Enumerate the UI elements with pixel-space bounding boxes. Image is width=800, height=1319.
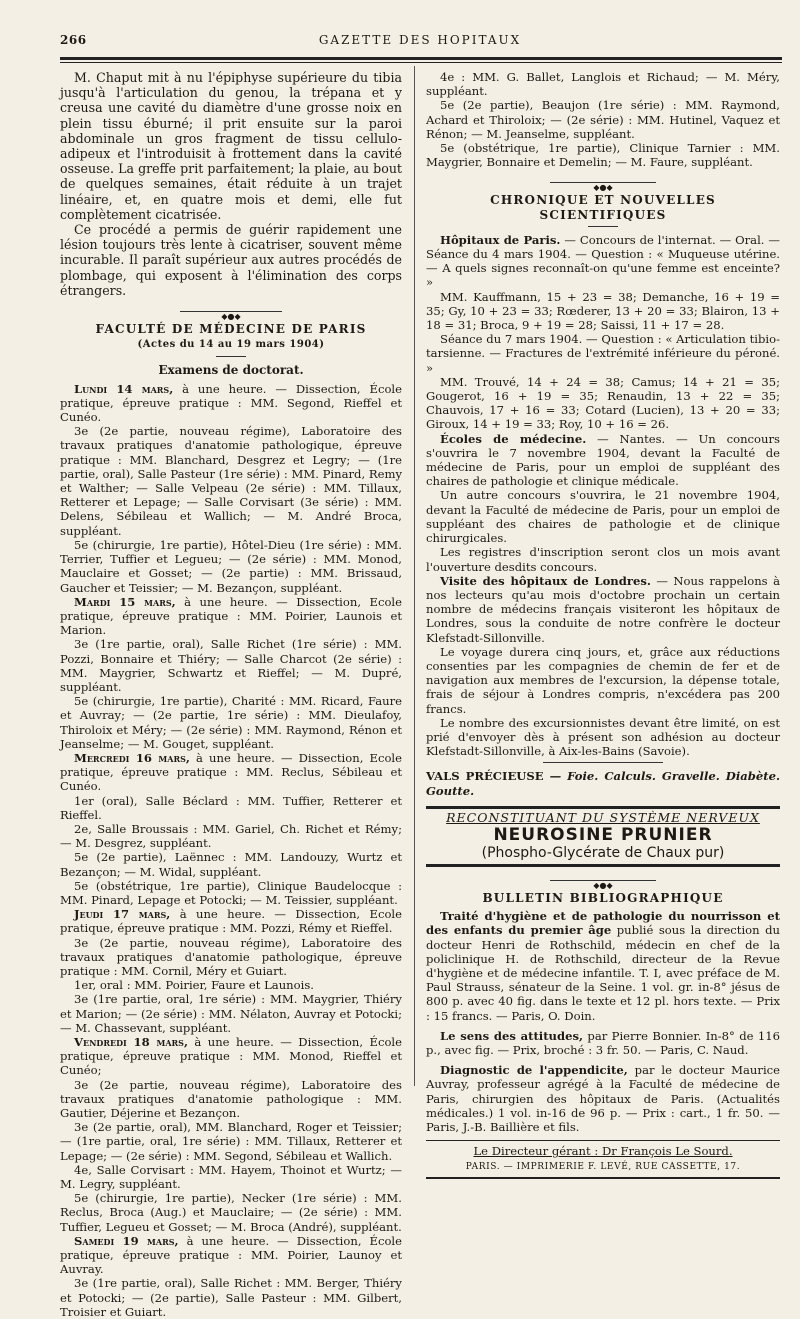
intro-paragraph: Ce procédé a permis de guérir rapidement une lésion toujours très lente à cicatriser, souvent même incurable. Il paraît supérieur aux autres procédés de plombage, qui exposent à l'élimination des corps étrangers. (60, 222, 402, 298)
short-rule (588, 226, 618, 227)
exam-entry: 4e : MM. G. Ballet, Langlois et Richaud; — M. Méry, suppléant. (426, 70, 780, 99)
journal-title: GAZETTE DES HOPITAUX (318, 33, 522, 47)
advert-line2: NEUROSINE PRUNIER (493, 824, 713, 845)
exam-entry (60, 907, 402, 935)
exam-day: Mardi 15 mars, (74, 594, 176, 609)
exam-entry (60, 1276, 402, 1319)
exam-entry (60, 424, 402, 538)
left-column (60, 70, 402, 1319)
exam-entry (60, 1035, 402, 1078)
bulletin-lead: Diagnostic de l'appendicite, (440, 1063, 628, 1078)
chronique-lead: Écoles de médecine. (440, 431, 587, 446)
exam-entry (60, 382, 402, 425)
exam-entry (60, 751, 402, 794)
bulletin-lead: Traité d'hygiène et de pathologie du nourrisson et des enfants du premier âge (426, 909, 780, 938)
header-rule-thin (60, 62, 782, 63)
exam-entry: 5e (obstétrique, 1re partie), Clinique Tarnier : MM. Maygrier, Bonnaire et Demelin; — M. Faure, suppléant. (426, 141, 780, 170)
short-rule (216, 356, 246, 357)
chronique-lead: Hôpitaux de Paris. (440, 232, 561, 247)
bulletin-item (426, 1029, 780, 1057)
vals-lead: VALS PRÉCIEUSE (426, 769, 544, 784)
exam-day: Samedi 19 mars, (74, 1233, 179, 1248)
exam-text: 5e (2e partie), Laënnec : MM. Landouzy, Wurtz et Bezançon; — M. Widal, suppléant. (60, 850, 402, 879)
exam-text: à une heure. — Dissection, Ecole pratique, épreuve pratique : MM. Poirier, Launois et Marion. (60, 594, 402, 638)
exam-text: 3e (2e partie, oral), MM. Blanchard, Roger et Teissier; — (1re partie, oral, 1re série) : MM. Tillaux, Retterer et Lepage; — (2e série) : MM. Segond, Sébileau et Wallich. (60, 1120, 402, 1163)
exam-text: 3e (2e partie, nouveau régime), Laboratoire des travaux pratiques d'anatomie pathologique, épreuve pratique : MM. Cornil, Méry et Guiart. (60, 935, 402, 978)
chronique-item (426, 716, 780, 759)
chronique-text: Séance du 7 mars 1904. — Question : « Articulation tibio-tarsienne. — Fractures de l'extrémité inférieure du péroné. » (426, 332, 780, 375)
exam-entry: 5e (2e partie), Beaujon (1re série) : MM. Raymond, Achard et Thiroloix; — (2e série) : MM. Hutinel, Vaquez et Rénon; — M. Jeanselme, suppléant. (426, 98, 780, 141)
exam-entry (60, 1163, 402, 1191)
separator-ornament: ◆●◆ (60, 308, 402, 314)
exam-entry (60, 1078, 402, 1121)
chronique-item (426, 545, 780, 573)
exam-text: à une heure. — Dissection, École pratique, épreuve pratique : MM. Monod, Rieffel et Cunéo; (60, 1035, 402, 1078)
chronique-items (426, 233, 780, 759)
chronique-text: — Concours de l'internat. — Oral. — Séance du 4 mars 1904. — Question : « Muqueuse utérine. — A quels signes reconnaît-on qu'une femme est enceinte? » (426, 232, 780, 290)
exam-entry (60, 822, 402, 850)
exam-text: 3e (2e partie, nouveau régime), Laboratoire des travaux pratiques d'anatomie pathologique : MM. Gautier, Déjerine et Bezançon. (60, 1077, 402, 1121)
page-number: 266 (60, 33, 87, 47)
exam-entry (60, 595, 402, 638)
exams-title: Examens de doctorat. (158, 363, 304, 378)
section-title-bulletin: BULLETIN BIBLIOGRAPHIQUE (482, 890, 724, 905)
exam-text: 5e (obstétrique, 1re partie), Clinique Baudelocque : MM. Pinard, Lepage et Potocki; — M. Teissier, suppléant. (60, 878, 402, 907)
exam-day: Mercredi 16 mars, (74, 750, 190, 765)
exam-text: 5e (chirurgie, 1re partie), Necker (1re série) : MM. Reclus, Broca (Aug.) et Mauclaire; — (2e série) : MM. Tuffier, Legueu et Gosset; — M. Broca (André), suppléant. (60, 1191, 402, 1234)
exam-entry (60, 850, 402, 878)
bulletin-item (426, 1063, 780, 1134)
chronique-lead: Visite des hôpitaux de Londres. (440, 573, 651, 588)
bulletin-lead: Le sens des attitudes, (440, 1028, 584, 1043)
chronique-text: MM. Kauffmann, 15 + 23 = 38; Demanche, 16 + 19 = 35; Gy, 10 + 23 = 33; Rœderer, 13 + 20 = 33; Blairon, 13 + 18 = 31; Broca, 9 + 19 = 28; Saissi, 11 + 17 = 28. (426, 289, 780, 333)
exam-text: 3e (1re partie, oral), Salle Richet : MM. Berger, Thiéry et Potocki; — (2e partie), Salle Pasteur : MM. Gilbert, Troisier et Guiart. (60, 1276, 402, 1319)
section-subtitle-acts: (Actes du 14 au 19 mars 1904) (137, 339, 325, 351)
exam-text: à une heure. — Dissection, Ecole pratique, épreuve pratique : MM. Reclus, Sébileau et Cunéo. (60, 750, 402, 794)
chronique-text: Les registres d'inscription seront clos un mois avant l'ouverture desdits concours. (426, 545, 780, 574)
short-rule (543, 762, 663, 763)
chronique-item (426, 645, 780, 716)
exam-text: à une heure. — Dissection, École pratique, épreuve pratique : MM. Poirier, Launoy et Auvray. (60, 1233, 402, 1277)
column-divider (414, 66, 415, 1086)
manager-text: Le Directeur gérant : Dr François Le Sourd. (473, 1144, 733, 1159)
exam-text: 1er (oral), Salle Béclard : MM. Tuffier, Retterer et Rieffel. (60, 793, 402, 822)
chronique-item (426, 332, 780, 375)
page-header (60, 33, 780, 53)
exam-text: 3e (1re partie, oral), Salle Richet (1re série) : MM. Pozzi, Bonnaire et Thiéry; — Salle Charcot (2e série) : MM. Maygrier, Schwartz et Rieffel; — M. Dupré, suppléant. (60, 637, 402, 694)
exam-entry (60, 538, 402, 595)
exam-entry (60, 1191, 402, 1234)
bulletin-item (426, 909, 780, 1023)
bulletin-text: par Pierre Bonnier. In-8° de 116 p., avec fig. — Prix, broché : 3 fr. 50. — Paris, C. Naud. (426, 1028, 781, 1057)
chronique-text: Le voyage durera cinq jours, et, grâce aux réductions consenties par les compagnies de chemin de fer et de navigation aux membres de l'excursion, la dépense totale, frais de séjour à Londres compris, n'excédera pas 200 francs. (426, 644, 780, 716)
chronique-item (426, 574, 780, 645)
advert-line1: RECONSTITUANT DU SYSTÈME NERVEUX (446, 809, 760, 825)
exam-entry (60, 694, 402, 751)
exam-entries (60, 382, 402, 1319)
exam-text: 1er, oral : MM. Poirier, Faure et Launois. (74, 978, 314, 993)
chronique-text: Un autre concours s'ouvrira, le 21 novembre 1904, devant la Faculté de médecine de Paris, pour un emploi de suppléant des chaires de pathologie et de clinique chirurgicales. (426, 488, 780, 546)
exam-day: Vendredi 18 mars, (74, 1035, 188, 1049)
exam-text: 5e (chirurgie, 1re partie), Charité : MM. Ricard, Faure et Auvray; — (2e partie, 1re série) : MM. Dieulafoy, Thiroloix et Méry; — (2e série) : MM. Raymond, Rénon et Jeanselme; — M. Gouget, suppléant. (60, 694, 402, 751)
chronique-text: — Nous rappelons à nos lecteurs qu'au mois d'octobre prochain un certain nombre de médecins français visiteront les hôpitaux de Londres, sous la conduite de notre confrère le docteur Klefstadt-Sillonville. (426, 573, 780, 645)
chronique-item (426, 375, 780, 432)
chronique-item (426, 233, 780, 290)
exam-entry (60, 637, 402, 694)
exam-entry (60, 879, 402, 907)
exam-text: 5e (chirurgie, 1re partie), Hôtel-Dieu (1re série) : MM. Terrier, Tuffier et Legueu; — (2e série) : MM. Monod, Mauclaire et Gosset; — (2e partie) : MM. Brissaud, Gaucher et Teissier; — M. Bezançon, suppléant. (60, 537, 402, 595)
header-rule (60, 57, 782, 60)
exam-day: Jeudi 17 mars, (74, 907, 171, 922)
bulletin-text: par le docteur Maurice Auvray, professeur agrégé à la Faculté de médecine de Paris, chirurgien des hôpitaux de Paris. (Actualités médicales.) 1 vol. in-16 de 96 p. — Prix : cart., 1 fr. 50. — Paris, J.-B. Baillière et fils. (426, 1063, 781, 1134)
exam-entry (60, 992, 402, 1035)
exam-text: 2e, Salle Broussais : MM. Gariel, Ch. Richet et Rémy; — M. Desgrez, suppléant. (60, 821, 402, 851)
exam-text: à une heure. — Dissection, Ecole pratique, épreuve pratique : MM. Pozzi, Rémy et Rieffel. (60, 907, 402, 936)
exam-text: 3e (1re partie, oral, 1re série) : MM. Maygrier, Thiéry et Marion; — (2e série) : MM. Nélaton, Auvray et Potocki; — M. Chassevant, suppléant. (60, 992, 402, 1035)
exam-entry (60, 1234, 402, 1277)
chronique-text: Le nombre des excursionnistes devant être limité, on est prié d'envoyer dès à présent son adhésion au docteur Klefstadt-Sillonville, à Aix-les-Bains (Savoie). (426, 715, 780, 759)
exam-text: 3e (2e partie, nouveau régime), Laboratoire des travaux pratiques d'anatomie pathologique, épreuve pratique : MM. Blanchard, Desgrez et Legry; — (1re partie, oral), Salle Pasteur (1re série) : MM. Pinard, Remy et Walther; — Salle Velpeau (2e série) : MM. Tillaux, Retterer et Lepage; — Salle Corvisart (3e série) : MM. Delens, Sébileau et Wallich; — M. André Broca, suppléant. (60, 424, 402, 538)
printer-line: PARIS. — IMPRIMERIE F. LEVÉ, RUE CASSETTE, 17. (465, 1162, 741, 1173)
vals-text: — Foie. Calculs. Gravelle. Diabète. Goutte. (426, 769, 780, 798)
intro-paragraph: M. Chaput mit à nu l'épiphyse supérieure du tibia jusqu'à l'articulation du genou, la trépana et y creusa une cavité du diamètre d'une grosse noix en plein tissu éburné; il prit ensuite sur la paroi abdominale un gros fragment de tissu cellulo-adipeux et l'introduisit à frottement dans la cavité osseuse. La greffe prit parfaitement; la plaie, au bout de quelques semaines, était réduite à un trajet linéaire, et, en quatre mois et demi, elle fut complètement cicatrisée. (60, 70, 402, 222)
exam-entry (60, 794, 402, 822)
chronique-text: — Nantes. — Un concours s'ouvrira le 7 novembre 1904, devant la Faculté de médecine de Paris, pour un emploi de suppléant des chaires de pathologie et clinique médicale. (426, 431, 780, 489)
section-title-chronique: CHRONIQUE ET NOUVELLES SCIENTIFIQUES (490, 193, 716, 222)
bulletin-items (426, 909, 780, 1134)
exam-entries-continued (426, 70, 780, 169)
exam-day: Lundi 14 mars, (74, 381, 174, 396)
separator-ornament: ◆●◆ (426, 877, 780, 883)
advert-line3: (Phospho-Glycérate de Chaux pur) (481, 844, 725, 861)
advert-vals (426, 769, 780, 797)
chronique-item (426, 290, 780, 333)
footer-rule (426, 1177, 780, 1179)
right-column (426, 70, 780, 1179)
exam-entry (60, 978, 402, 992)
bulletin-text: publié sous la direction du docteur Henri de Rothschild, médecin en chef de la policlinique H. de Rothschild, directeur de la Revue d'hygiène et de médecine infantile. T. I, avec préface de M. Paul Strauss, sénateur de la Seine. 1 vol. gr. in-8° jésus de 800 p. avec 40 fig. dans le texte et 12 pl. hors texte. — Prix : 15 francs. — Paris, O. Doin. (426, 923, 780, 1023)
separator-ornament: ◆●◆ (426, 179, 780, 185)
exam-entry (60, 1120, 402, 1163)
advert-neurosine (426, 806, 780, 867)
exam-text: à une heure. — Dissection, École pratique, épreuve pratique : MM. Segond, Rieffel et Cunéo. (60, 381, 402, 425)
chronique-text: MM. Trouvé, 14 + 24 = 38; Camus; 14 + 21 = 35; Gougerot, 16 + 19 = 35; Renaudin, 13 + 22 = 35; Chauvois, 17 + 16 = 33; Cotard (Lucien), 13 + 20 = 33; Giroux, 14 + 19 = 33; Roy, 10 + 16 = 26. (426, 374, 780, 432)
chronique-item (426, 488, 780, 545)
chronique-item (426, 432, 780, 489)
exam-text: 4e, Salle Corvisart : MM. Hayem, Thoinot et Wurtz; — M. Legry, suppléant. (60, 1162, 402, 1192)
exam-entry (60, 936, 402, 979)
section-title-faculty: FACULTÉ DE MÉDECINE DE PARIS (95, 322, 367, 337)
